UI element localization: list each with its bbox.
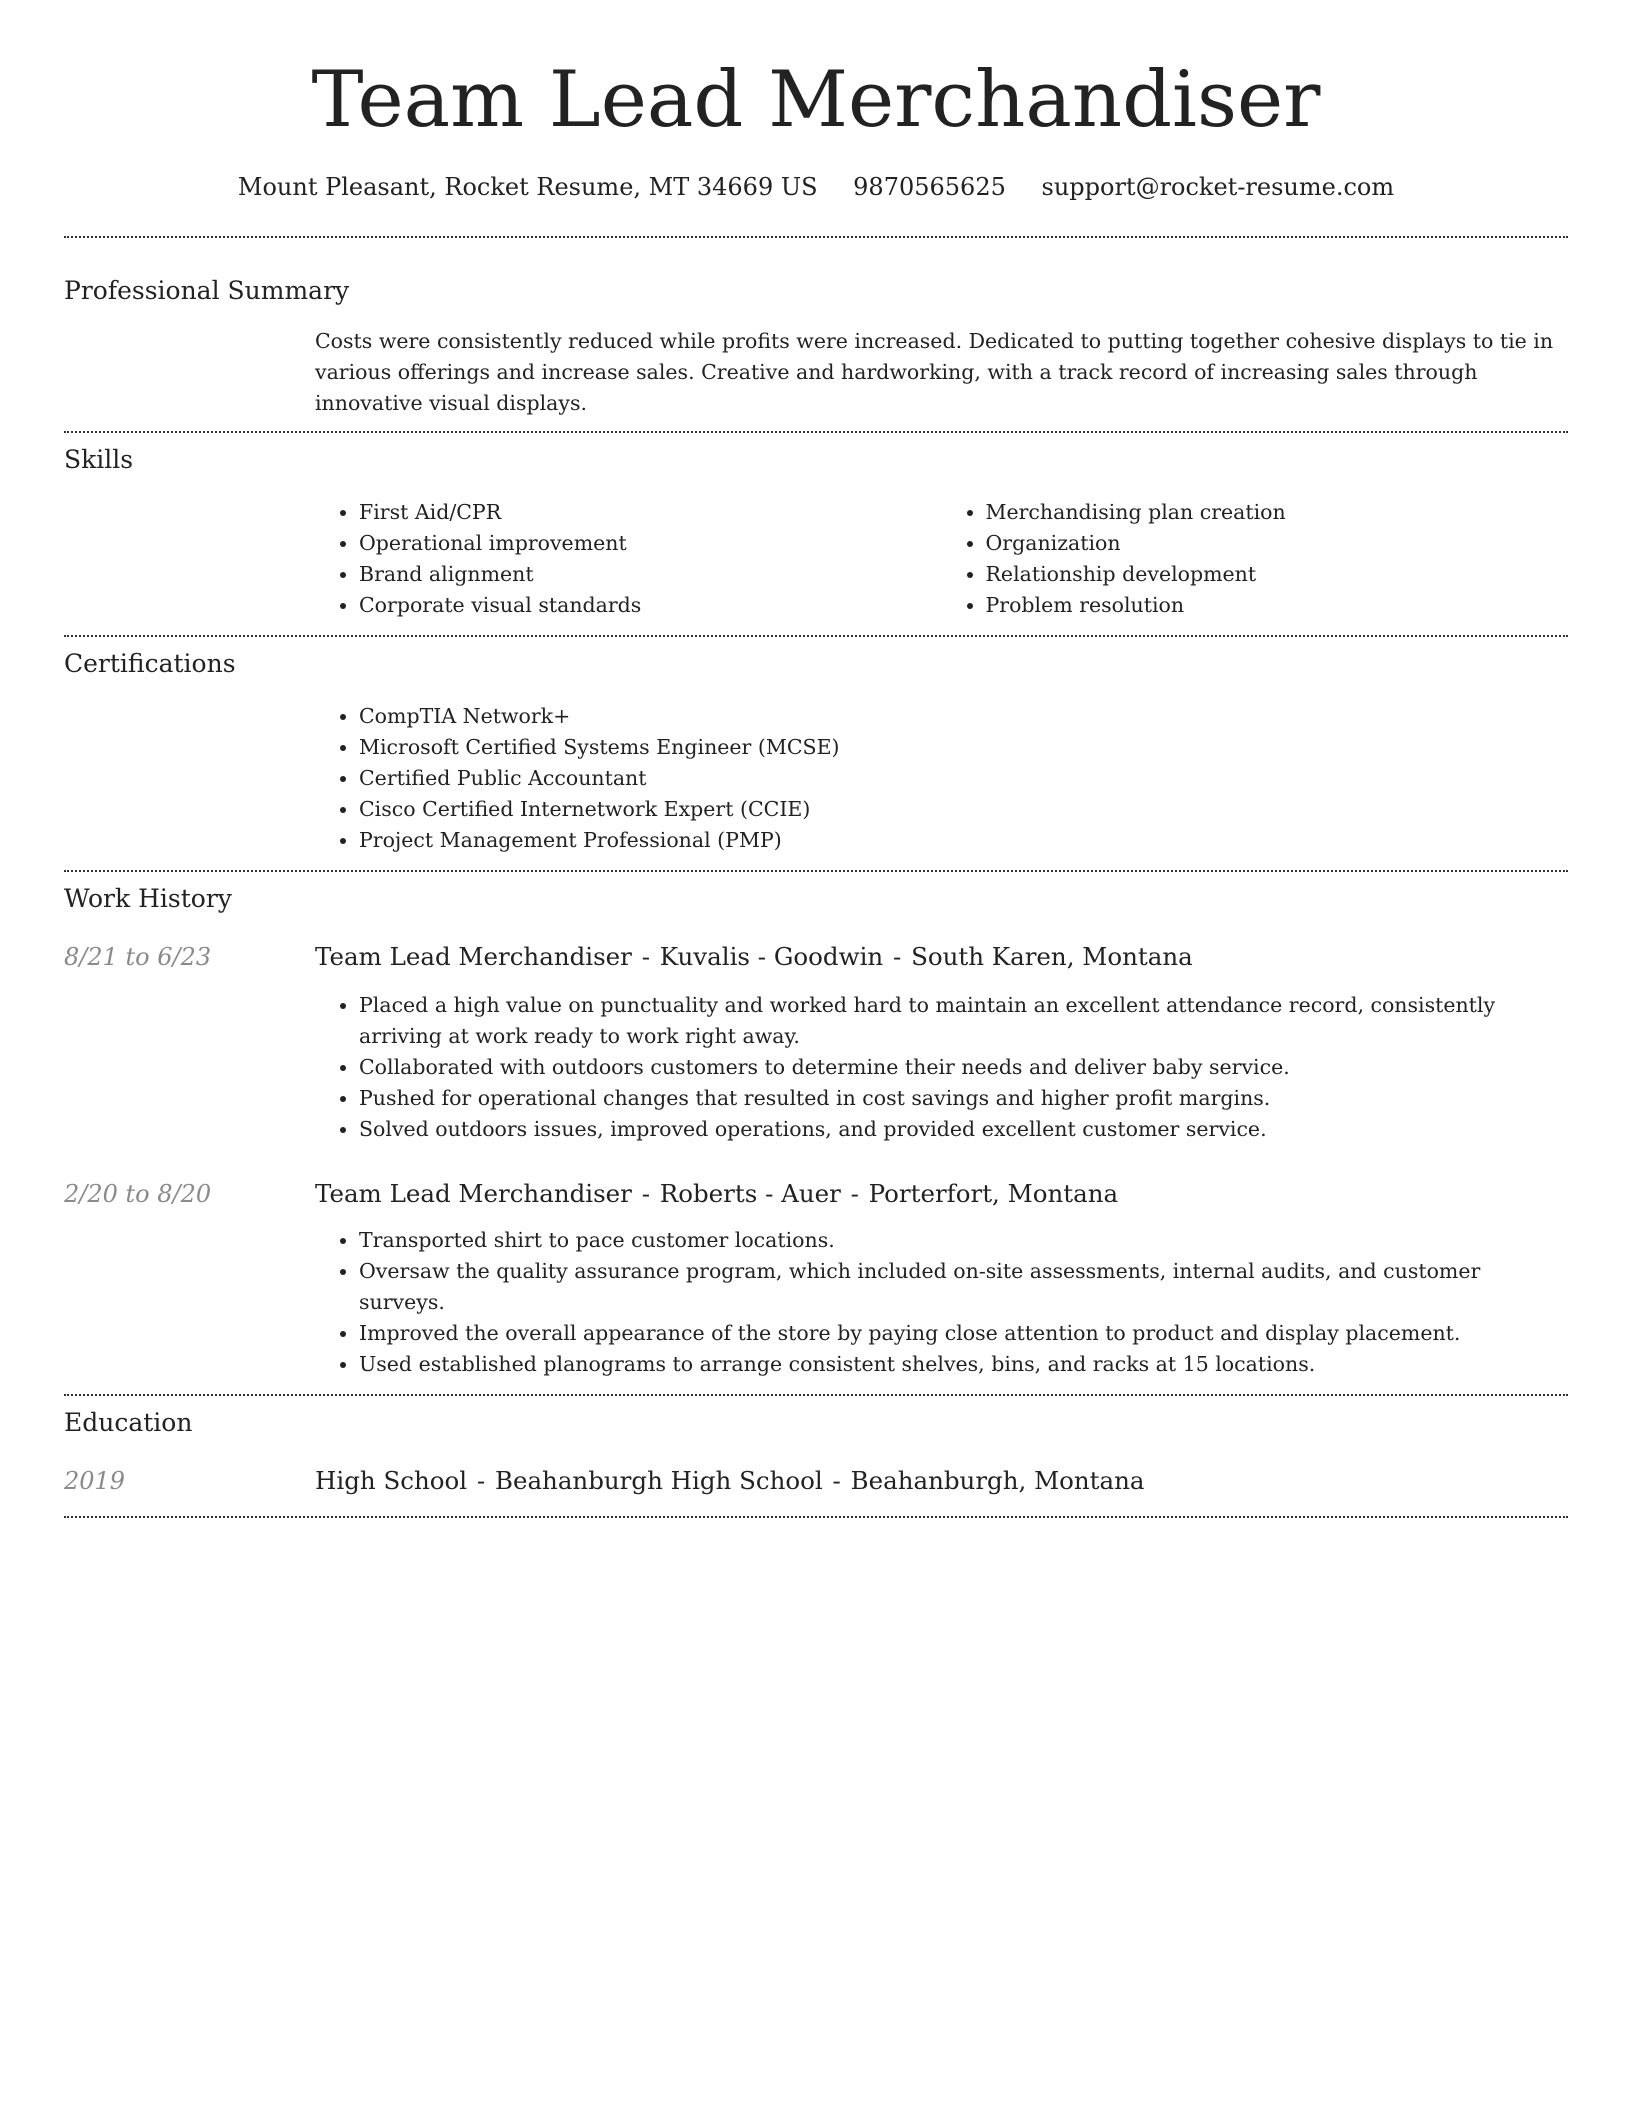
- skill-item: • Organization: [986, 528, 1569, 559]
- job-bullet: • Improved the overall appearance of the store by paying close attention to product and display placement.: [359, 1318, 1568, 1349]
- job-heading: [315, 940, 1568, 974]
- summary-section: [64, 238, 1568, 431]
- section-title-skills: Skills: [64, 445, 134, 474]
- candidate-name: Team Lead Merchandiser: [311, 55, 1321, 145]
- section-title-certifications: Certifications: [64, 649, 236, 678]
- contact-email: support@rocket-resume.com: [1041, 173, 1395, 201]
- job-company: Roberts - Auer: [659, 1179, 841, 1208]
- education-entry: [64, 1464, 1568, 1516]
- education-section: [64, 1396, 1568, 1516]
- skill-item: • Problem resolution: [986, 590, 1569, 621]
- certification-item: • Microsoft Certified Systems Engineer (MCSE): [359, 732, 1568, 763]
- education-separator: -: [469, 1466, 493, 1495]
- certification-item: • CompTIA Network+: [359, 701, 1568, 732]
- education-location: Beahanburgh, Montana: [850, 1466, 1145, 1495]
- job-bullet: • Placed a high value on punctuality and worked hard to maintain an excellent attendance record, consistently arriving at work ready to work right away.: [359, 990, 1568, 1052]
- job-heading: [315, 1177, 1568, 1211]
- job-location: Porterfort, Montana: [868, 1179, 1119, 1208]
- certifications-section: [64, 637, 1568, 870]
- skill-item: • Merchandising plan creation: [986, 497, 1569, 528]
- section-divider: [64, 1516, 1568, 1518]
- contact-line: [64, 170, 1568, 204]
- job-bullets: [315, 990, 1568, 1145]
- certification-item: • Cisco Certified Internetwork Expert (CCIE): [359, 794, 1568, 825]
- section-title-summary: Professional Summary: [64, 276, 350, 305]
- job-dates: 8/21 to 6/23: [64, 943, 212, 971]
- certification-item: • Project Management Professional (PMP): [359, 825, 1568, 856]
- job-company: Kuvalis - Goodwin: [659, 942, 884, 971]
- certification-item: • Certified Public Accountant: [359, 763, 1568, 794]
- job-separator: -: [633, 942, 658, 971]
- resume-page: [64, 0, 1568, 1518]
- contact-address: Mount Pleasant, Rocket Resume, MT 34669 US: [237, 173, 818, 201]
- job-entry: [64, 940, 1568, 1145]
- summary-text: Costs were consistently reduced while profits were increased. Dedicated to putting together cohesive displays to tie in various offerings and increase sales. Creative and hardworking, with a track record of increasing sales through innovative visual displays.: [315, 329, 1554, 415]
- skill-item: • Corporate visual standards: [359, 590, 942, 621]
- skills-section: [64, 433, 1568, 635]
- job-bullet: • Transported shirt to pace customer locations.: [359, 1225, 1568, 1256]
- job-role: Team Lead Merchandiser: [315, 942, 632, 971]
- contact-phone: 9870565625: [853, 173, 1006, 201]
- job-bullet: • Oversaw the quality assurance program, which included on-site assessments, internal audits, and customer surveys.: [359, 1256, 1568, 1318]
- education-year: 2019: [64, 1467, 126, 1495]
- job-bullet: • Pushed for operational changes that resulted in cost savings and higher profit margins.: [359, 1083, 1568, 1114]
- skill-item: • First Aid/CPR: [359, 497, 942, 528]
- job-location: South Karen, Montana: [911, 942, 1193, 971]
- skill-item: • Operational improvement: [359, 528, 942, 559]
- section-title-work: Work History: [64, 884, 232, 913]
- job-bullets: [315, 1225, 1568, 1394]
- education-heading: [315, 1464, 1568, 1498]
- certifications-list: [315, 701, 1568, 856]
- job-dates: 2/20 to 8/20: [64, 1180, 212, 1208]
- job-entry: [64, 1177, 1568, 1394]
- education-degree: High School: [315, 1466, 468, 1495]
- job-bullet: • Used established planograms to arrange consistent shelves, bins, and racks at 15 locations.: [359, 1349, 1568, 1380]
- section-title-education: Education: [64, 1408, 193, 1437]
- education-separator: -: [824, 1466, 849, 1495]
- job-role: Team Lead Merchandiser: [315, 1179, 632, 1208]
- education-school: Beahanburgh High School: [494, 1466, 823, 1495]
- job-separator: -: [885, 942, 910, 971]
- job-separator: -: [842, 1179, 867, 1208]
- work-history-section: [64, 872, 1568, 1394]
- skill-item: • Relationship development: [986, 559, 1569, 590]
- job-separator: -: [633, 1179, 658, 1208]
- skills-list-left: [315, 497, 942, 621]
- skills-list-right: [942, 497, 1569, 621]
- job-bullet: • Solved outdoors issues, improved operations, and provided excellent customer service.: [359, 1114, 1568, 1145]
- skill-item: • Brand alignment: [359, 559, 942, 590]
- job-bullet: • Collaborated with outdoors customers to determine their needs and deliver baby service.: [359, 1052, 1568, 1083]
